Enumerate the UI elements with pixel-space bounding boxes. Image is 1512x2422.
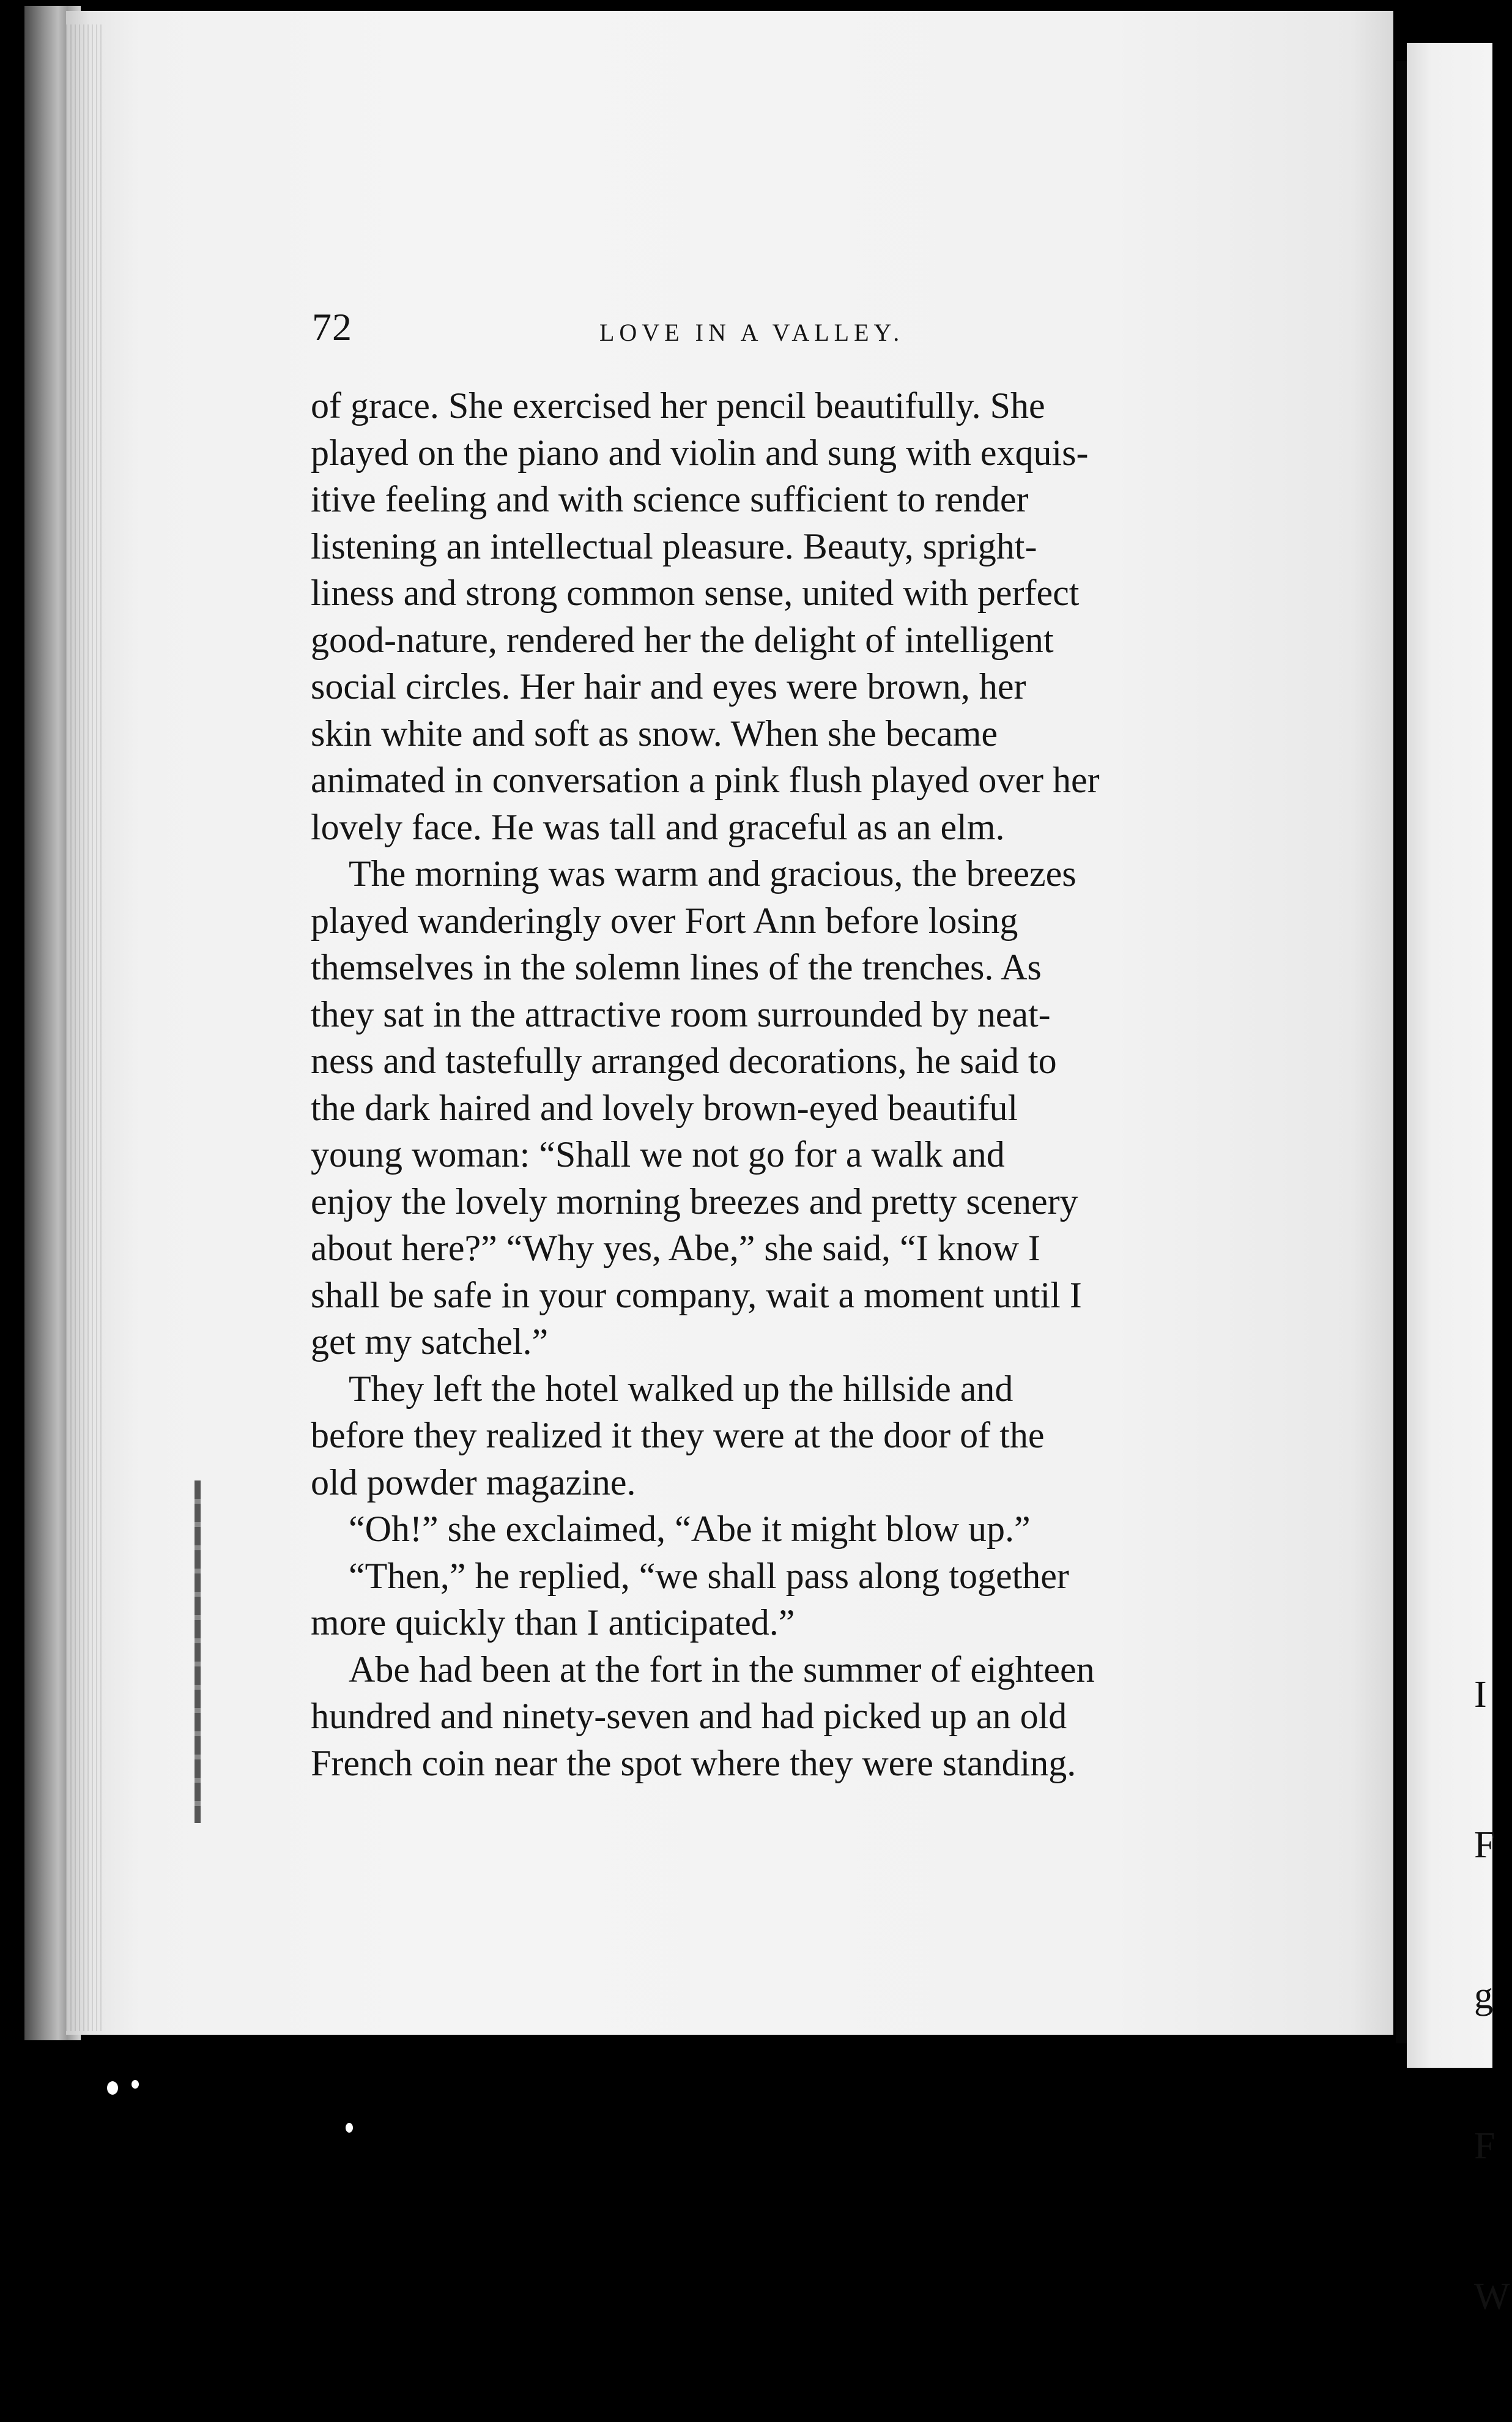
text-line: itive feeling and with science sufficient to render	[311, 479, 1029, 519]
scan-speck	[107, 2081, 118, 2095]
text-line: Abe had been at the fort in the summer of eighteen	[349, 1649, 1095, 1690]
text-line: “Oh!” she exclaimed, “Abe it might blow up.”	[349, 1509, 1031, 1549]
text-line: They left the hotel walked up the hillside and	[349, 1368, 1014, 1409]
text-line: about here?” “Why yes, Abe,” she said, “I know I	[311, 1228, 1040, 1268]
paragraph	[311, 1506, 1204, 1553]
scan-speck	[132, 2080, 139, 2089]
text-line: young woman: “Shall we not go for a walk and	[311, 1134, 1005, 1175]
text-line: of grace. She exercised her pencil beautifully. She	[311, 385, 1045, 426]
binding-stitch-mark	[195, 1480, 201, 1823]
paragraph	[311, 382, 1204, 850]
text-line: The morning was warm and gracious, the breezes	[349, 853, 1077, 894]
text-line: animated in conversation a pink flush played over her	[311, 760, 1100, 800]
text-line: played wanderingly over Fort Ann before losing	[311, 900, 1018, 941]
text-line: enjoy the lovely morning breezes and pretty scenery	[311, 1181, 1078, 1222]
text-line: listening an intellectual pleasure. Beauty, spright-	[311, 526, 1037, 566]
text-line: ness and tastefully arranged decorations, he said to	[311, 1041, 1057, 1081]
text-line: themselves in the solemn lines of the trenches. As	[311, 947, 1042, 987]
paragraph	[311, 850, 1204, 1365]
text-line: get my satchel.”	[311, 1321, 549, 1362]
text-line: French coin near the spot where they were standing.	[311, 1742, 1077, 1783]
next-page-letter: g	[1474, 1975, 1493, 2016]
text-line: old powder magazine.	[311, 1462, 636, 1503]
text-line: skin white and soft as snow. When she became	[311, 713, 998, 754]
paragraph	[311, 1646, 1204, 1787]
page-body	[311, 382, 1204, 1786]
text-line: good-nature, rendered her the delight of intelligent	[311, 619, 1054, 660]
scan-speck	[346, 2123, 353, 2133]
text-line: more quickly than I anticipated.”	[311, 1602, 795, 1643]
text-line: played on the piano and violin and sung with exquis-	[311, 432, 1089, 473]
page-header	[312, 305, 1211, 354]
text-line: lovely face. He was tall and graceful as an elm.	[311, 806, 1005, 847]
text-line: the dark haired and lovely brown-eyed beautiful	[311, 1087, 1018, 1128]
text-line: liness and strong common sense, united with perfect	[311, 573, 1080, 613]
next-page-letter: F	[1474, 1824, 1495, 1866]
text-line: shall be safe in your company, wait a moment until I	[311, 1274, 1082, 1315]
page-edge-lines	[66, 24, 103, 2031]
next-page-letter: F	[1474, 2125, 1495, 2167]
text-line: they sat in the attractive room surrounded by neat-	[311, 994, 1051, 1035]
paragraph	[311, 1553, 1204, 1646]
page-number: 72	[312, 305, 352, 349]
text-line: “Then,” he replied, “we shall pass along together	[349, 1555, 1069, 1596]
paragraph	[311, 1365, 1204, 1506]
text-line: hundred and ninety-seven and had picked up an old	[311, 1696, 1067, 1736]
text-line: social circles. Her hair and eyes were brown, her	[311, 666, 1026, 707]
next-page-letter: I	[1474, 1674, 1487, 1715]
text-line: before they realized it they were at the door of the	[311, 1415, 1045, 1455]
next-page-letter: W	[1474, 2276, 1510, 2317]
next-page-fragment	[1474, 1569, 1510, 2422]
page-divider	[1396, 61, 1407, 2043]
running-head: LOVE IN A VALLEY.	[599, 319, 905, 346]
